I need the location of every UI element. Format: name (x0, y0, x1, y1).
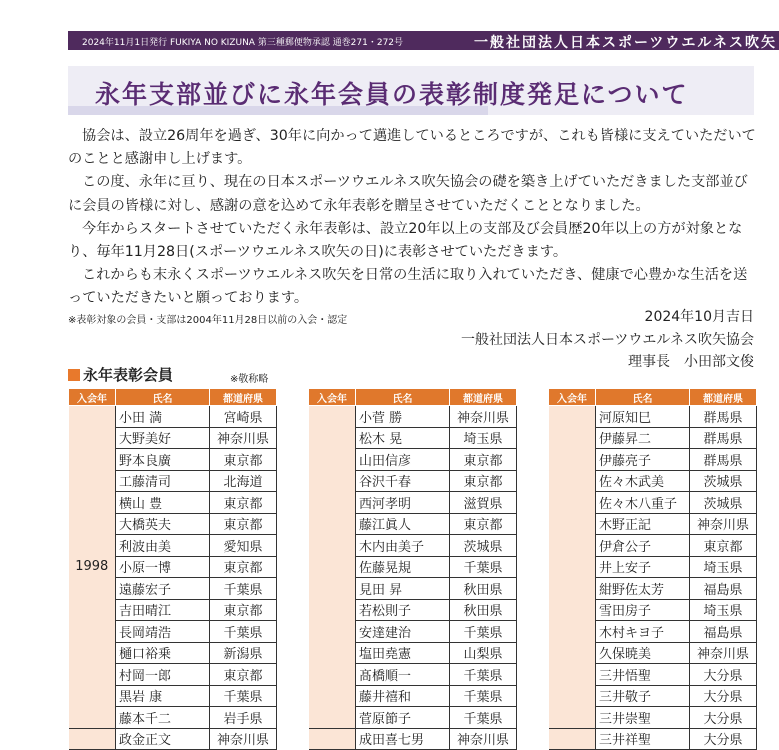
signature-org: 一般社団法人日本スポーツウエルネス吹矢協会 (460, 332, 754, 348)
member-name: 樋口裕乗 (116, 642, 210, 664)
member-name: 村岡一郎 (116, 664, 210, 686)
member-name: 伊藤昇二 (596, 427, 690, 449)
member-prefecture: 茨城県 (690, 492, 757, 514)
member-name: 長岡靖浩 (116, 621, 210, 643)
member-prefecture: 千葉県 (450, 664, 517, 686)
member-prefecture: 大分県 (690, 707, 757, 729)
title-banner (68, 66, 754, 115)
member-prefecture: 埼玉県 (690, 556, 757, 578)
orange-square-icon (68, 369, 80, 381)
page-title: 永年支部並びに永年会員の表彰制度発足について (95, 80, 689, 109)
member-name: 伊藤亮子 (596, 449, 690, 471)
member-prefecture: 東京都 (210, 492, 277, 514)
member-prefecture: 宮崎県 (210, 406, 277, 428)
member-prefecture: 北海道 (210, 470, 277, 492)
member-prefecture: 千葉県 (450, 685, 517, 707)
member-name: 菅原節子 (356, 707, 450, 729)
table-row (549, 728, 757, 750)
member-name: 野本良廣 (116, 449, 210, 471)
member-name: 谷沢千春 (356, 470, 450, 492)
member-prefecture: 茨城県 (450, 535, 517, 557)
member-name: 小田 満 (116, 406, 210, 428)
member-prefecture: 東京都 (210, 513, 277, 535)
member-name: 佐々木八重子 (596, 492, 690, 514)
member-prefecture: 福島県 (690, 578, 757, 600)
signature-chair: 理事長 小田部文俊 (628, 354, 754, 370)
member-name: 木内由美子 (356, 535, 450, 557)
member-name: 成田喜七男 (356, 728, 450, 750)
col-header-year: 入会年 (69, 389, 116, 406)
header-bar (68, 31, 779, 50)
col-header-pref: 都道府県 (690, 389, 757, 406)
member-name: 河原知巳 (596, 406, 690, 428)
member-prefecture: 千葉県 (450, 556, 517, 578)
member-prefecture: 茨城県 (690, 470, 757, 492)
paragraph: 今年からスタートさせていただく永年表彰は、設立20年以上の支部及び会員歴20年以上の方が対象となり、毎年11月28日(スポーツウエルネス吹矢の日)に表彰させていただきます。 (68, 220, 743, 261)
member-prefecture: 福島県 (690, 621, 757, 643)
member-prefecture: 千葉県 (210, 578, 277, 600)
member-prefecture: 群馬県 (690, 427, 757, 449)
member-name: 山田信彦 (356, 449, 450, 471)
member-prefecture: 東京都 (210, 449, 277, 471)
member-prefecture: 東京都 (210, 556, 277, 578)
section-title-text: 永年表彰会員 (83, 366, 174, 384)
member-name: 見田 昇 (356, 578, 450, 600)
member-prefecture: 埼玉県 (450, 427, 517, 449)
member-name: 横山 豊 (116, 492, 210, 514)
member-name: 伊倉公子 (596, 535, 690, 557)
member-prefecture: 埼玉県 (690, 599, 757, 621)
member-name: 塩田堯憲 (356, 642, 450, 664)
join-year-cell (69, 728, 116, 750)
member-name: 三井祥聖 (596, 728, 690, 750)
member-name: 藤井禧和 (356, 685, 450, 707)
member-prefecture: 東京都 (690, 535, 757, 557)
join-year-cell: 1998 (69, 406, 116, 729)
table-row (309, 728, 517, 750)
member-name: 髙橋順一 (356, 664, 450, 686)
member-prefecture: 神奈川県 (450, 406, 517, 428)
members-table (68, 388, 277, 750)
members-table (548, 388, 757, 750)
member-prefecture: 千葉県 (210, 685, 277, 707)
eligibility-note: ※表彰対象の会員・支部は2004年11月28日以前の入会・認定 (68, 315, 348, 326)
member-name: 三井敬子 (596, 685, 690, 707)
member-prefecture: 滋賀県 (450, 492, 517, 514)
member-prefecture: 神奈川県 (690, 642, 757, 664)
table-row (69, 728, 277, 750)
member-name: 西河孝明 (356, 492, 450, 514)
member-prefecture: 東京都 (450, 470, 517, 492)
member-name: 黒岩 康 (116, 685, 210, 707)
member-name: 松木 晃 (356, 427, 450, 449)
member-name: 安達建治 (356, 621, 450, 643)
member-name: 小菅 勝 (356, 406, 450, 428)
member-name: 木野正記 (596, 513, 690, 535)
member-name: 小原一博 (116, 556, 210, 578)
member-prefecture: 東京都 (450, 449, 517, 471)
join-year-cell (309, 728, 356, 750)
col-header-pref: 都道府県 (450, 389, 517, 406)
member-prefecture: 新潟県 (210, 642, 277, 664)
member-prefecture: 群馬県 (690, 449, 757, 471)
body-text (68, 125, 758, 311)
member-prefecture: 秋田県 (450, 599, 517, 621)
member-name: 佐々木武美 (596, 470, 690, 492)
member-name: 井上安子 (596, 556, 690, 578)
paragraph: 協会は、設立26周年を過ぎ、30年に向かって邁進しているところですが、これも皆様に支えていただいてのことと感謝申し上げます。 (68, 128, 756, 168)
member-name: 三井悟聖 (596, 664, 690, 686)
member-prefecture: 東京都 (450, 513, 517, 535)
member-prefecture: 神奈川県 (690, 513, 757, 535)
member-name: 佐藤晃規 (356, 556, 450, 578)
col-header-name: 氏名 (596, 389, 690, 406)
member-name: 遠藤宏子 (116, 578, 210, 600)
member-prefecture: 神奈川県 (450, 728, 517, 750)
member-prefecture: 愛知県 (210, 535, 277, 557)
member-name: 紺野佐太芳 (596, 578, 690, 600)
member-prefecture: 東京都 (210, 599, 277, 621)
table-row (69, 406, 277, 428)
member-name: 大野美好 (116, 427, 210, 449)
join-year-cell (309, 406, 356, 729)
member-prefecture: 千葉県 (210, 621, 277, 643)
honorific-note: ※敬称略 (230, 374, 269, 385)
member-prefecture: 千葉県 (450, 707, 517, 729)
col-header-pref: 都道府県 (210, 389, 277, 406)
col-header-year: 入会年 (549, 389, 596, 406)
member-name: 利波由美 (116, 535, 210, 557)
member-name: 大橋英夫 (116, 513, 210, 535)
member-prefecture: 秋田県 (450, 578, 517, 600)
paragraph: この度、永年に亘り、現在の日本スポーツウエルネス吹矢協会の礎を築き上げていただきました支部並びに会員の皆様に対し、感謝の意を込めて永年表彰を贈呈させていただくこととなりました。 (68, 174, 748, 214)
member-prefecture: 千葉県 (450, 621, 517, 643)
member-prefecture: 大分県 (690, 728, 757, 750)
member-name: 雪田房子 (596, 599, 690, 621)
member-name: 三井崇聖 (596, 707, 690, 729)
member-name: 吉田晴江 (116, 599, 210, 621)
table-row (549, 406, 757, 428)
members-table (308, 388, 517, 750)
member-prefecture: 大分県 (690, 664, 757, 686)
member-prefecture: 山梨県 (450, 642, 517, 664)
member-name: 政金正文 (116, 728, 210, 750)
table-row (309, 406, 517, 428)
col-header-name: 氏名 (356, 389, 450, 406)
member-name: 久保暁美 (596, 642, 690, 664)
section-title (68, 364, 173, 385)
member-prefecture: 大分県 (690, 685, 757, 707)
member-name: 工藤清司 (116, 470, 210, 492)
org-name-header: 一般社団法人日本スポーツウエルネス吹矢 (473, 35, 777, 51)
member-name: 藤江眞人 (356, 513, 450, 535)
issue-info: 2024年11月1日発行 FUKIYA NO KIZUNA 第三種郵便物承認 通巻271・272号 (82, 38, 404, 48)
paragraph: これからも末永くスポーツウエルネス吹矢を日常の生活に取り入れていただき、健康で心豊かな生活を送っていただきたいと願っております。 (68, 267, 748, 307)
member-name: 藤本千二 (116, 707, 210, 729)
member-prefecture: 群馬県 (690, 406, 757, 428)
signature-date: 2024年10月吉日 (644, 309, 754, 325)
member-prefecture: 東京都 (210, 664, 277, 686)
member-name: 若松則子 (356, 599, 450, 621)
col-header-name: 氏名 (116, 389, 210, 406)
member-name: 木村キヨ子 (596, 621, 690, 643)
col-header-year: 入会年 (309, 389, 356, 406)
member-prefecture: 神奈川県 (210, 427, 277, 449)
member-prefecture: 神奈川県 (210, 728, 277, 750)
join-year-cell (549, 406, 596, 729)
join-year-cell (549, 728, 596, 750)
member-prefecture: 岩手県 (210, 707, 277, 729)
